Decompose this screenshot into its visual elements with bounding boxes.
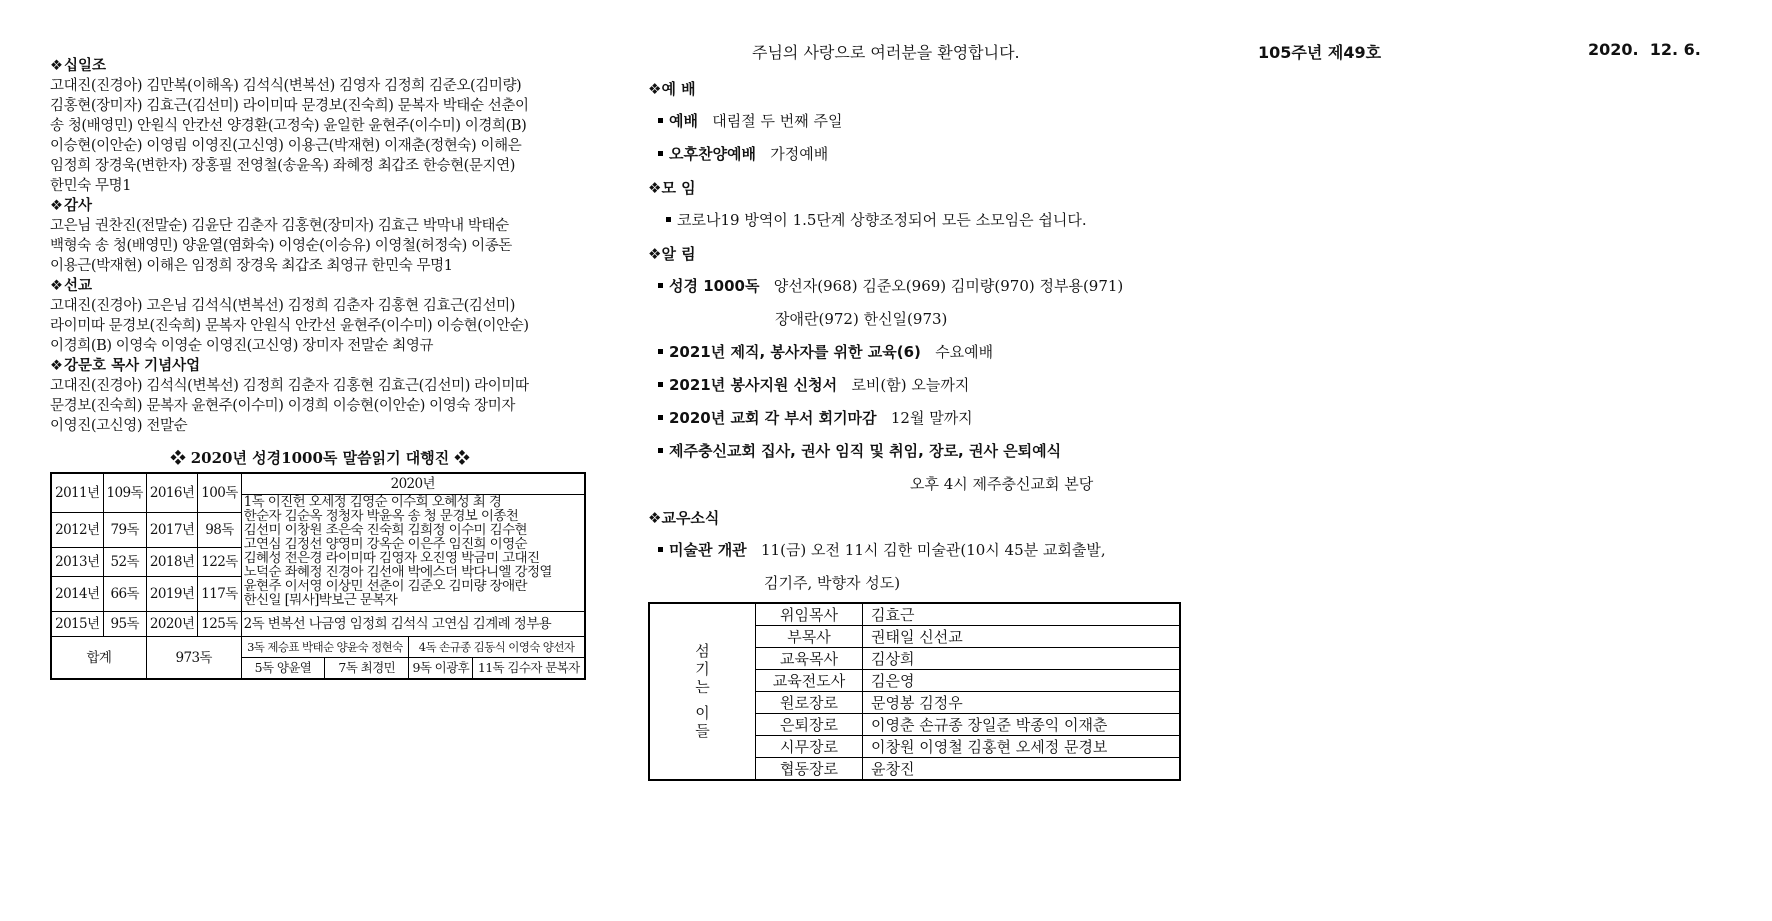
item-label: 2021년 제직, 봉사자를 위한 교육(6) (669, 343, 921, 361)
list-item (658, 336, 1148, 369)
staff-names: 김은영 (863, 670, 1181, 692)
section-title: 예 배 (661, 80, 696, 98)
table-cell: 2013년 (51, 548, 103, 577)
staff-names: 윤창진 (863, 758, 1181, 781)
staff-table (648, 602, 1181, 781)
table-cell: 2014년 (51, 577, 103, 612)
table-cell: 125독 (198, 612, 241, 637)
table-cell: 2018년 (146, 548, 198, 577)
item-label: 2020년 교회 각 부서 회기마감 (669, 409, 877, 427)
diamond-icon: ❖ (648, 509, 662, 527)
list-item (658, 402, 1148, 435)
table-cell: 2독 변복선 나금영 임정희 김석식 고연심 김계례 정부용 (241, 612, 585, 637)
item-label: 예배 (669, 112, 698, 130)
item-text: 12월 말까지 (890, 409, 973, 427)
table-cell: 66독 (103, 577, 146, 612)
names-line: 한신일 [뭐사]박보근 문복자 (243, 593, 398, 607)
section-title: 강문호 목사 기념사업 (64, 358, 201, 374)
item-label: 제주충신교회 집사, 권사 임직 및 취임, 장로, 권사 은퇴예식 (669, 442, 1062, 460)
table-row (51, 612, 585, 637)
table-cell: 98독 (198, 513, 241, 548)
list-item (658, 270, 1148, 303)
list-item (658, 105, 1148, 138)
name-line: 한민숙 무명1 (50, 178, 132, 194)
table-cell: 2012년 (51, 513, 103, 548)
bible-reading-title: ❖ 2020년 성경1000독 말씀읽기 대행진 ❖ (170, 449, 470, 467)
table-cell: 2020년 (146, 612, 198, 637)
names-line: 노덕순 좌혜정 진경아 김선애 박에스더 박다니엘 강정열 (243, 565, 552, 579)
name-line: 고대진(진경아) 김석식(변복선) 김정희 김춘자 김홍현 김효근(김선미) 라이미따 (50, 378, 529, 394)
bullet-icon (658, 151, 663, 156)
staff-side-label: 섬기는 이들 (649, 603, 756, 780)
name-line: 임정희 장경욱(변한자) 장홍필 전영철(송윤옥) 좌혜정 최갑조 한승현(문지연) (50, 158, 516, 174)
tithe-section (50, 56, 590, 196)
section-title: 십일조 (64, 58, 107, 74)
section-title: 모 임 (661, 179, 696, 197)
staff-role: 원로장로 (756, 692, 863, 714)
name-line: 이경희(B) 이영숙 이영순 이영진(고신영) 장미자 전말순 최영규 (50, 338, 434, 354)
bullet-icon (658, 547, 663, 552)
table-cell: 11독 김수자 문복자 (473, 658, 585, 680)
table-cell: 7독 최경민 (325, 658, 409, 680)
bullet-icon (666, 217, 671, 222)
table-cell: 109독 (103, 473, 146, 513)
name-line: 송 청(배영민) 안원식 안칸선 양경환(고정숙) 윤일한 윤현주(이수미) 이경희(B) (50, 118, 527, 134)
table-cell: 5독 양윤열 (241, 658, 325, 680)
list-item (658, 369, 1148, 402)
total-label: 합계 (51, 637, 146, 680)
list-item (658, 138, 1148, 171)
staff-role: 시무장로 (756, 736, 863, 758)
staff-names: 김상희 (863, 648, 1181, 670)
bullet-icon (658, 349, 663, 354)
staff-names: 이창원 이영철 김홍현 오세정 문경보 (863, 736, 1181, 758)
welcome-text: 주님의 사랑으로 여러분을 환영합니다. (752, 43, 1020, 62)
item-label: 성경 1000독 (669, 277, 760, 295)
item-label: 2021년 봉사지원 신청서 (669, 376, 838, 394)
table-cell: 3독 제승표 박태순 양윤숙 정현숙 (241, 637, 409, 658)
bible-reading-table (50, 472, 586, 680)
bullet-icon (658, 415, 663, 420)
bullet-icon (658, 283, 663, 288)
item-text: 코로나19 방역이 1.5단계 상향조정되어 모든 소모임은 쉽니다. (677, 211, 1087, 229)
bulletin-date: 2020. 12. 6. (1588, 40, 1701, 59)
name-line: 김홍현(장미자) 김효근(김선미) 라이미따 문경보(진숙희) 문복자 박태순 선춘이 (50, 98, 529, 114)
table-row (649, 603, 1180, 626)
table-header: 2020년 (241, 473, 585, 495)
item-text: 로비(함) 오늘까지 (851, 376, 970, 394)
memorial-section (50, 356, 590, 436)
name-line: 이승현(이안순) 이영림 이영진(고신영) 이용근(박재현) 이재춘(정현숙) 이해은 (50, 138, 522, 154)
names-line: 한순자 김순옥 정청자 박윤옥 송 청 문경보 이종천 (243, 509, 519, 523)
diamond-icon: ❖ (50, 198, 63, 214)
section-title: 선교 (64, 278, 93, 294)
bullet-icon (658, 382, 663, 387)
table-row (51, 637, 585, 658)
list-item (658, 534, 1148, 567)
reader-names (241, 495, 585, 612)
bullet-icon (658, 118, 663, 123)
name-line: 이영진(고신영) 전말순 (50, 418, 188, 434)
name-list (50, 76, 590, 196)
item-text: 가정예배 (770, 145, 829, 163)
diamond-icon: ❖ (50, 358, 63, 374)
table-cell: 2019년 (146, 577, 198, 612)
name-line: 이용근(박재현) 이해은 임정희 장경욱 최갑조 최영규 한민숙 무명1 (50, 258, 453, 274)
list-item (658, 435, 1148, 468)
staff-role: 교육전도사 (756, 670, 863, 692)
name-line: 고은님 권찬진(전말순) 김윤단 김춘자 김홍현(장미자) 김효근 박막내 박태순 (50, 218, 509, 234)
name-list (50, 296, 590, 356)
section-title: 알 림 (661, 245, 696, 263)
name-list (50, 376, 590, 436)
section-title: 교우소식 (661, 509, 720, 527)
section-title: 감사 (64, 198, 93, 214)
table-cell: 4독 손규종 김동식 이영숙 양선자 (409, 637, 585, 658)
item-label: 미술관 개관 (669, 541, 747, 559)
table-row (51, 473, 585, 495)
name-line: 문경보(진숙희) 문복자 윤현주(이수미) 이경희 이승현(이안순) 이영숙 장미자 (50, 398, 516, 414)
table-cell: 95독 (103, 612, 146, 637)
item-label: 오후찬양예배 (669, 145, 756, 163)
name-line: 라이미따 문경보(진숙희) 문복자 안원식 안칸선 윤현주(이수미) 이승현(이안순) (50, 318, 529, 334)
diamond-icon: ❖ (648, 245, 662, 263)
diamond-icon: ❖ (648, 80, 662, 98)
name-line: 고대진(진경아) 고은님 김석식(변복선) 김정희 김춘자 김홍현 김효근(김선미) (50, 298, 516, 314)
table-cell: 9독 이광후 (409, 658, 473, 680)
issue-number: 105주년 제49호 (1258, 43, 1382, 62)
item-text: 11(금) 오전 11시 김한 미술관(10시 45분 교회출발, (761, 541, 1106, 559)
table-cell: 79독 (103, 513, 146, 548)
mission-section (50, 276, 590, 356)
item-text: 수요예배 (935, 343, 994, 361)
table-cell: 52독 (103, 548, 146, 577)
table-cell: 122독 (198, 548, 241, 577)
total-value: 973독 (146, 637, 241, 680)
diamond-icon: ❖ (648, 179, 662, 197)
names-line: 윤현주 이서영 이상민 선춘이 김준오 김미량 장애란 (243, 579, 527, 593)
table-cell: 100독 (198, 473, 241, 513)
list-item (666, 204, 1148, 237)
item-text: 대림절 두 번째 주일 (712, 112, 843, 130)
table-cell: 117독 (198, 577, 241, 612)
offerings-column (50, 56, 590, 680)
item-continuation: 장애란(972) 한신일(973) (775, 310, 948, 328)
thanks-section (50, 196, 590, 276)
names-line: 고연심 김정선 양영미 강옥순 이은주 임진희 이영순 (243, 537, 527, 551)
staff-role: 위임목사 (756, 603, 863, 626)
names-line: 김혜성 전은경 라이미따 김영자 오진영 박금미 고대진 (243, 551, 540, 565)
name-line: 고대진(진경아) 김만복(이해옥) 김석식(변복선) 김영자 김정희 김준오(김미량) (50, 78, 522, 94)
table-cell: 2015년 (51, 612, 103, 637)
names-line: 김선미 이창원 조은숙 진숙희 김희정 이수미 김수현 (243, 523, 527, 537)
staff-names: 김효근 (863, 603, 1181, 626)
table-cell: 2011년 (51, 473, 103, 513)
names-line: 1독 이진헌 오세정 김영순 이수희 오혜성 최 경 (243, 495, 502, 509)
announcements-column (648, 72, 1148, 600)
name-line: 백형숙 송 청(배영민) 양윤열(염화숙) 이영순(이승유) 이영철(허정숙) 이종돈 (50, 238, 512, 254)
item-continuation: 김기주, 박향자 성도) (764, 574, 901, 592)
staff-names: 이영춘 손규종 장일준 박종익 이재춘 (863, 714, 1181, 736)
diamond-icon: ❖ (50, 58, 63, 74)
staff-role: 은퇴장로 (756, 714, 863, 736)
table-cell: 2016년 (146, 473, 198, 513)
item-continuation: 오후 4시 제주충신교회 본당 (910, 475, 1094, 493)
staff-role: 교육목사 (756, 648, 863, 670)
staff-names: 문영봉 김정우 (863, 692, 1181, 714)
name-list (50, 216, 590, 276)
staff-role: 협동장로 (756, 758, 863, 781)
staff-names: 권태일 신선교 (863, 626, 1181, 648)
staff-role: 부목사 (756, 626, 863, 648)
item-text: 양선자(968) 김준오(969) 김미량(970) 정부용(971) (773, 277, 1124, 295)
diamond-icon: ❖ (50, 278, 63, 294)
table-cell: 2017년 (146, 513, 198, 548)
bullet-icon (658, 448, 663, 453)
